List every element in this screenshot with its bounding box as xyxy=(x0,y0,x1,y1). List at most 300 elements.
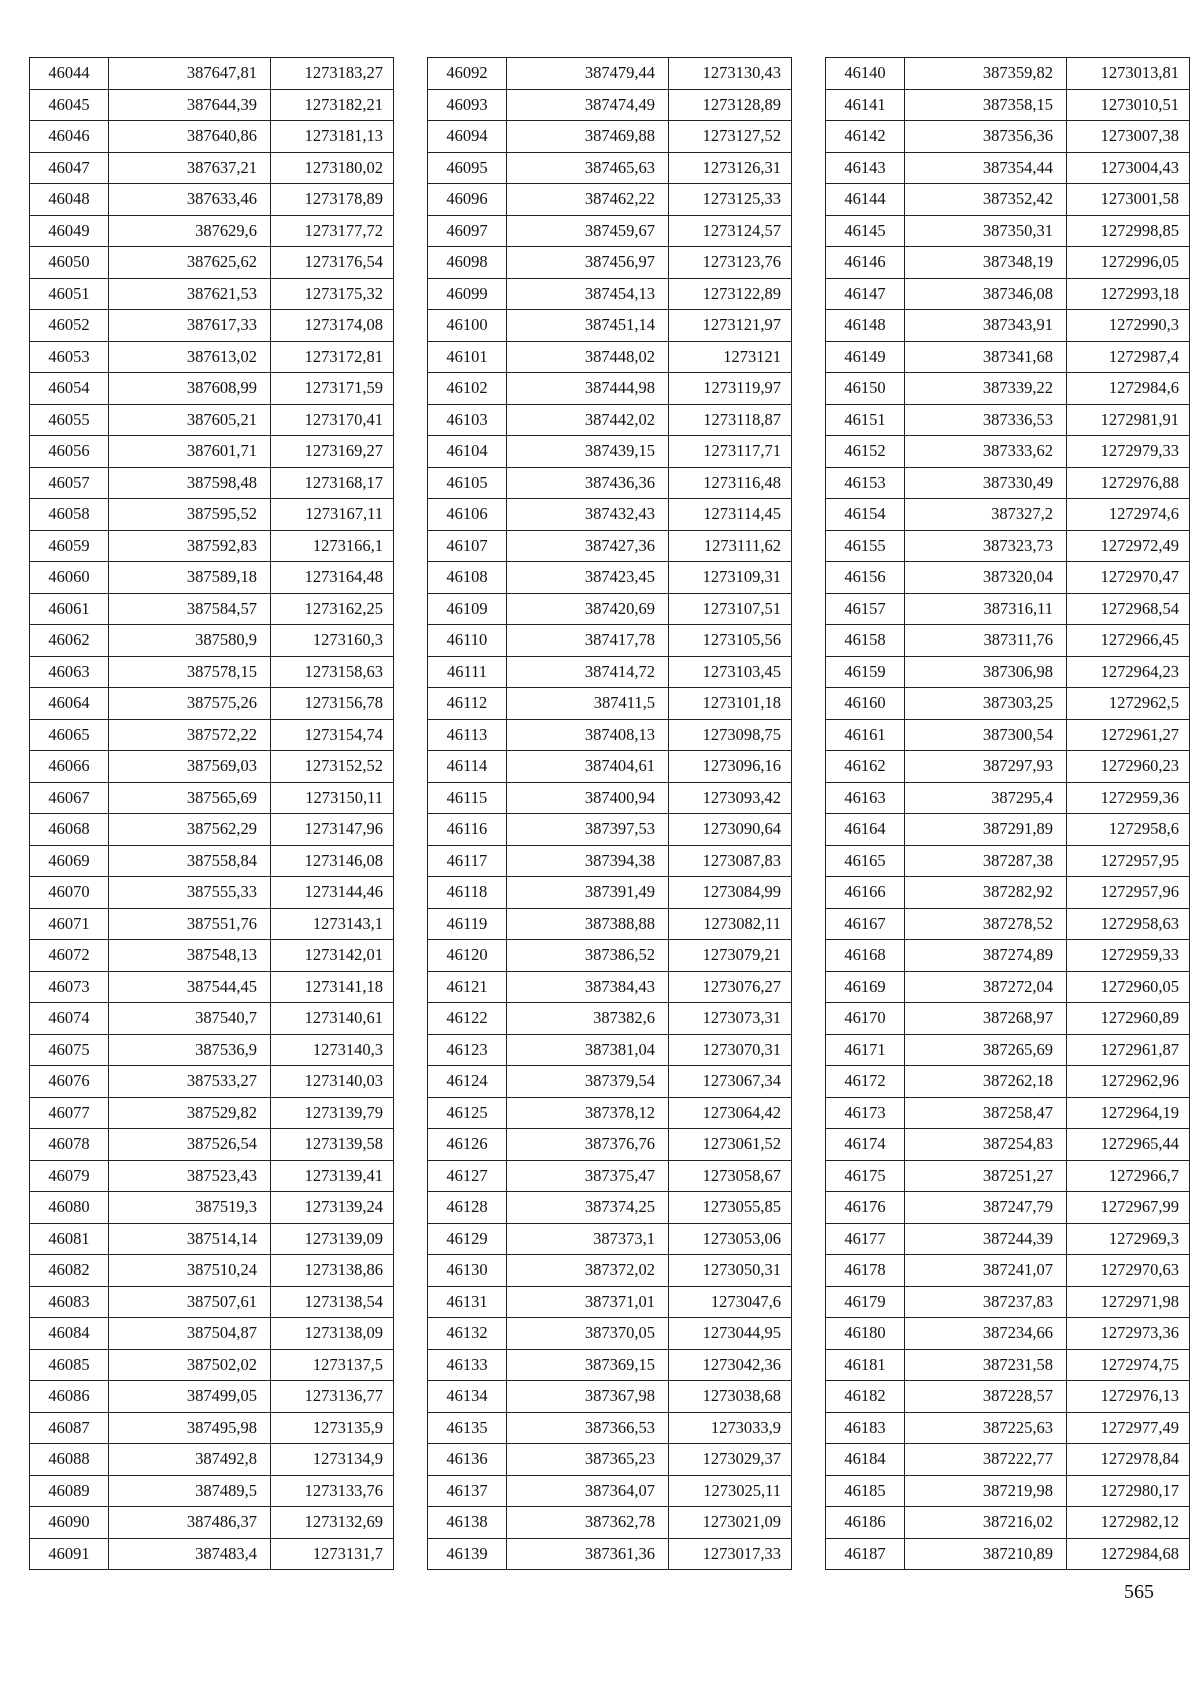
point-number: 46140 xyxy=(826,58,905,90)
y-coordinate: 1272990,3 xyxy=(1067,310,1190,342)
table-row xyxy=(428,1318,792,1350)
table-row xyxy=(826,1538,1190,1570)
table-row xyxy=(30,971,394,1003)
x-coordinate: 387228,57 xyxy=(905,1381,1067,1413)
x-coordinate: 387272,04 xyxy=(905,971,1067,1003)
table-row xyxy=(428,89,792,121)
x-coordinate: 387397,53 xyxy=(507,814,669,846)
y-coordinate: 1273093,42 xyxy=(669,782,792,814)
y-coordinate: 1273128,89 xyxy=(669,89,792,121)
point-number: 46053 xyxy=(30,341,109,373)
point-number: 46131 xyxy=(428,1286,507,1318)
x-coordinate: 387414,72 xyxy=(507,656,669,688)
x-coordinate: 387507,61 xyxy=(109,1286,271,1318)
x-coordinate: 387323,73 xyxy=(905,530,1067,562)
table-row xyxy=(826,89,1190,121)
point-number: 46107 xyxy=(428,530,507,562)
x-coordinate: 387382,6 xyxy=(507,1003,669,1035)
point-number: 46167 xyxy=(826,908,905,940)
point-number: 46099 xyxy=(428,278,507,310)
x-coordinate: 387483,4 xyxy=(109,1538,271,1570)
x-coordinate: 387420,69 xyxy=(507,593,669,625)
table-row xyxy=(428,1412,792,1444)
point-number: 46084 xyxy=(30,1318,109,1350)
y-coordinate: 1273096,16 xyxy=(669,751,792,783)
point-number: 46138 xyxy=(428,1507,507,1539)
y-coordinate: 1273133,76 xyxy=(271,1475,394,1507)
point-number: 46139 xyxy=(428,1538,507,1570)
point-number: 46129 xyxy=(428,1223,507,1255)
y-coordinate: 1273164,48 xyxy=(271,562,394,594)
y-coordinate: 1273182,21 xyxy=(271,89,394,121)
y-coordinate: 1273160,3 xyxy=(271,625,394,657)
table-row xyxy=(30,1507,394,1539)
y-coordinate: 1273141,18 xyxy=(271,971,394,1003)
y-coordinate: 1273140,3 xyxy=(271,1034,394,1066)
x-coordinate: 387572,22 xyxy=(109,719,271,751)
x-coordinate: 387408,13 xyxy=(507,719,669,751)
point-number: 46047 xyxy=(30,152,109,184)
table-row xyxy=(428,1475,792,1507)
table-row xyxy=(30,58,394,90)
point-number: 46105 xyxy=(428,467,507,499)
x-coordinate: 387222,77 xyxy=(905,1444,1067,1476)
x-coordinate: 387474,49 xyxy=(507,89,669,121)
point-number: 46085 xyxy=(30,1349,109,1381)
x-coordinate: 387362,78 xyxy=(507,1507,669,1539)
table-row xyxy=(826,58,1190,90)
y-coordinate: 1273124,57 xyxy=(669,215,792,247)
y-coordinate: 1272959,36 xyxy=(1067,782,1190,814)
x-coordinate: 387216,02 xyxy=(905,1507,1067,1539)
point-number: 46063 xyxy=(30,656,109,688)
y-coordinate: 1272962,5 xyxy=(1067,688,1190,720)
x-coordinate: 387370,05 xyxy=(507,1318,669,1350)
point-number: 46141 xyxy=(826,89,905,121)
point-number: 46113 xyxy=(428,719,507,751)
table-row xyxy=(826,341,1190,373)
x-coordinate: 387486,37 xyxy=(109,1507,271,1539)
x-coordinate: 387375,47 xyxy=(507,1160,669,1192)
point-number: 46066 xyxy=(30,751,109,783)
table-row xyxy=(826,530,1190,562)
point-number: 46076 xyxy=(30,1066,109,1098)
y-coordinate: 1273169,27 xyxy=(271,436,394,468)
coordinate-table-2 xyxy=(427,57,792,1570)
x-coordinate: 387625,62 xyxy=(109,247,271,279)
x-coordinate: 387379,54 xyxy=(507,1066,669,1098)
x-coordinate: 387423,45 xyxy=(507,562,669,594)
table-row xyxy=(30,121,394,153)
y-coordinate: 1272977,49 xyxy=(1067,1412,1190,1444)
table-row xyxy=(30,845,394,877)
y-coordinate: 1273125,33 xyxy=(669,184,792,216)
y-coordinate: 1273134,9 xyxy=(271,1444,394,1476)
point-number: 46184 xyxy=(826,1444,905,1476)
x-coordinate: 387637,21 xyxy=(109,152,271,184)
point-number: 46081 xyxy=(30,1223,109,1255)
x-coordinate: 387519,3 xyxy=(109,1192,271,1224)
point-number: 46133 xyxy=(428,1349,507,1381)
y-coordinate: 1273109,31 xyxy=(669,562,792,594)
y-coordinate: 1273010,51 xyxy=(1067,89,1190,121)
x-coordinate: 387605,21 xyxy=(109,404,271,436)
y-coordinate: 1272964,23 xyxy=(1067,656,1190,688)
y-coordinate: 1273025,11 xyxy=(669,1475,792,1507)
x-coordinate: 387356,36 xyxy=(905,121,1067,153)
table-row xyxy=(826,688,1190,720)
table-row xyxy=(826,1223,1190,1255)
x-coordinate: 387225,63 xyxy=(905,1412,1067,1444)
table-row xyxy=(30,530,394,562)
x-coordinate: 387504,87 xyxy=(109,1318,271,1350)
y-coordinate: 1273168,17 xyxy=(271,467,394,499)
table-row xyxy=(826,1349,1190,1381)
x-coordinate: 387523,43 xyxy=(109,1160,271,1192)
y-coordinate: 1273150,11 xyxy=(271,782,394,814)
y-coordinate: 1273152,52 xyxy=(271,751,394,783)
table-row xyxy=(826,814,1190,846)
x-coordinate: 387297,93 xyxy=(905,751,1067,783)
y-coordinate: 1273116,48 xyxy=(669,467,792,499)
point-number: 46137 xyxy=(428,1475,507,1507)
point-number: 46146 xyxy=(826,247,905,279)
x-coordinate: 387376,76 xyxy=(507,1129,669,1161)
x-coordinate: 387262,18 xyxy=(905,1066,1067,1098)
table-row xyxy=(826,1412,1190,1444)
table-row xyxy=(30,184,394,216)
y-coordinate: 1272960,05 xyxy=(1067,971,1190,1003)
y-coordinate: 1273017,33 xyxy=(669,1538,792,1570)
y-coordinate: 1272970,47 xyxy=(1067,562,1190,594)
point-number: 46114 xyxy=(428,751,507,783)
y-coordinate: 1272976,88 xyxy=(1067,467,1190,499)
point-number: 46048 xyxy=(30,184,109,216)
x-coordinate: 387394,38 xyxy=(507,845,669,877)
x-coordinate: 387350,31 xyxy=(905,215,1067,247)
x-coordinate: 387444,98 xyxy=(507,373,669,405)
x-coordinate: 387647,81 xyxy=(109,58,271,90)
x-coordinate: 387365,23 xyxy=(507,1444,669,1476)
table-row xyxy=(30,247,394,279)
y-coordinate: 1273140,61 xyxy=(271,1003,394,1035)
point-number: 46087 xyxy=(30,1412,109,1444)
point-number: 46108 xyxy=(428,562,507,594)
table-row xyxy=(30,373,394,405)
x-coordinate: 387381,04 xyxy=(507,1034,669,1066)
table-row xyxy=(30,1412,394,1444)
y-coordinate: 1273103,45 xyxy=(669,656,792,688)
point-number: 46064 xyxy=(30,688,109,720)
table-row xyxy=(826,908,1190,940)
table-row xyxy=(826,1444,1190,1476)
x-coordinate: 387343,91 xyxy=(905,310,1067,342)
point-number: 46128 xyxy=(428,1192,507,1224)
point-number: 46093 xyxy=(428,89,507,121)
table-row xyxy=(428,908,792,940)
table-row xyxy=(428,404,792,436)
x-coordinate: 387404,61 xyxy=(507,751,669,783)
table-row xyxy=(428,845,792,877)
point-number: 46049 xyxy=(30,215,109,247)
point-number: 46173 xyxy=(826,1097,905,1129)
y-coordinate: 1272971,98 xyxy=(1067,1286,1190,1318)
point-number: 46150 xyxy=(826,373,905,405)
point-number: 46058 xyxy=(30,499,109,531)
table-row xyxy=(826,184,1190,216)
y-coordinate: 1272958,63 xyxy=(1067,908,1190,940)
y-coordinate: 1273042,36 xyxy=(669,1349,792,1381)
y-coordinate: 1272966,45 xyxy=(1067,625,1190,657)
table-row xyxy=(826,121,1190,153)
point-number: 46148 xyxy=(826,310,905,342)
x-coordinate: 387358,15 xyxy=(905,89,1067,121)
y-coordinate: 1273180,02 xyxy=(271,152,394,184)
point-number: 46046 xyxy=(30,121,109,153)
x-coordinate: 387372,02 xyxy=(507,1255,669,1287)
y-coordinate: 1273117,71 xyxy=(669,436,792,468)
point-number: 46153 xyxy=(826,467,905,499)
table-row xyxy=(30,1129,394,1161)
y-coordinate: 1272960,89 xyxy=(1067,1003,1190,1035)
y-coordinate: 1273137,5 xyxy=(271,1349,394,1381)
table-row xyxy=(30,1003,394,1035)
point-number: 46134 xyxy=(428,1381,507,1413)
x-coordinate: 387551,76 xyxy=(109,908,271,940)
y-coordinate: 1273082,11 xyxy=(669,908,792,940)
y-coordinate: 1273138,09 xyxy=(271,1318,394,1350)
x-coordinate: 387231,58 xyxy=(905,1349,1067,1381)
x-coordinate: 387592,83 xyxy=(109,530,271,562)
x-coordinate: 387327,2 xyxy=(905,499,1067,531)
point-number: 46074 xyxy=(30,1003,109,1035)
point-number: 46111 xyxy=(428,656,507,688)
point-number: 46078 xyxy=(30,1129,109,1161)
x-coordinate: 387373,1 xyxy=(507,1223,669,1255)
x-coordinate: 387469,88 xyxy=(507,121,669,153)
point-number: 46057 xyxy=(30,467,109,499)
table-row xyxy=(30,1444,394,1476)
y-coordinate: 1272966,7 xyxy=(1067,1160,1190,1192)
x-coordinate: 387306,98 xyxy=(905,656,1067,688)
table-row xyxy=(428,1507,792,1539)
table-row xyxy=(826,656,1190,688)
x-coordinate: 387621,53 xyxy=(109,278,271,310)
point-number: 46110 xyxy=(428,625,507,657)
y-coordinate: 1272974,75 xyxy=(1067,1349,1190,1381)
x-coordinate: 387291,89 xyxy=(905,814,1067,846)
y-coordinate: 1272976,13 xyxy=(1067,1381,1190,1413)
y-coordinate: 1273119,97 xyxy=(669,373,792,405)
y-coordinate: 1273172,81 xyxy=(271,341,394,373)
x-coordinate: 387442,02 xyxy=(507,404,669,436)
x-coordinate: 387388,88 xyxy=(507,908,669,940)
x-coordinate: 387278,52 xyxy=(905,908,1067,940)
point-number: 46112 xyxy=(428,688,507,720)
x-coordinate: 387311,76 xyxy=(905,625,1067,657)
y-coordinate: 1273167,11 xyxy=(271,499,394,531)
table-row xyxy=(428,782,792,814)
table-row xyxy=(30,404,394,436)
x-coordinate: 387352,42 xyxy=(905,184,1067,216)
x-coordinate: 387251,27 xyxy=(905,1160,1067,1192)
y-coordinate: 1273146,08 xyxy=(271,845,394,877)
x-coordinate: 387601,71 xyxy=(109,436,271,468)
y-coordinate: 1272984,6 xyxy=(1067,373,1190,405)
y-coordinate: 1272998,85 xyxy=(1067,215,1190,247)
y-coordinate: 1273079,21 xyxy=(669,940,792,972)
y-coordinate: 1273004,43 xyxy=(1067,152,1190,184)
x-coordinate: 387234,66 xyxy=(905,1318,1067,1350)
point-number: 46117 xyxy=(428,845,507,877)
x-coordinate: 387300,54 xyxy=(905,719,1067,751)
y-coordinate: 1273047,6 xyxy=(669,1286,792,1318)
table-row xyxy=(30,1538,394,1570)
point-number: 46067 xyxy=(30,782,109,814)
x-coordinate: 387374,25 xyxy=(507,1192,669,1224)
table-row xyxy=(826,373,1190,405)
table-row xyxy=(30,436,394,468)
y-coordinate: 1273053,06 xyxy=(669,1223,792,1255)
x-coordinate: 387237,83 xyxy=(905,1286,1067,1318)
x-coordinate: 387562,29 xyxy=(109,814,271,846)
table-row xyxy=(826,1066,1190,1098)
y-coordinate: 1273121 xyxy=(669,341,792,373)
y-coordinate: 1273139,79 xyxy=(271,1097,394,1129)
point-number: 46092 xyxy=(428,58,507,90)
point-number: 46157 xyxy=(826,593,905,625)
y-coordinate: 1273076,27 xyxy=(669,971,792,1003)
y-coordinate: 1272957,96 xyxy=(1067,877,1190,909)
table-row xyxy=(30,562,394,594)
x-coordinate: 387548,13 xyxy=(109,940,271,972)
point-number: 46158 xyxy=(826,625,905,657)
point-number: 46171 xyxy=(826,1034,905,1066)
table-row xyxy=(30,1034,394,1066)
point-number: 46116 xyxy=(428,814,507,846)
table-row xyxy=(826,562,1190,594)
x-coordinate: 387432,43 xyxy=(507,499,669,531)
y-coordinate: 1272970,63 xyxy=(1067,1255,1190,1287)
y-coordinate: 1273126,31 xyxy=(669,152,792,184)
point-number: 46124 xyxy=(428,1066,507,1098)
y-coordinate: 1272962,96 xyxy=(1067,1066,1190,1098)
table-row xyxy=(30,625,394,657)
point-number: 46056 xyxy=(30,436,109,468)
y-coordinate: 1272961,27 xyxy=(1067,719,1190,751)
y-coordinate: 1273084,99 xyxy=(669,877,792,909)
y-coordinate: 1273139,24 xyxy=(271,1192,394,1224)
point-number: 46095 xyxy=(428,152,507,184)
y-coordinate: 1272967,99 xyxy=(1067,1192,1190,1224)
y-coordinate: 1273101,18 xyxy=(669,688,792,720)
point-number: 46080 xyxy=(30,1192,109,1224)
point-number: 46071 xyxy=(30,908,109,940)
y-coordinate: 1273021,09 xyxy=(669,1507,792,1539)
x-coordinate: 387436,36 xyxy=(507,467,669,499)
x-coordinate: 387598,48 xyxy=(109,467,271,499)
point-number: 46165 xyxy=(826,845,905,877)
table-row xyxy=(30,908,394,940)
table-row xyxy=(826,247,1190,279)
x-coordinate: 387578,15 xyxy=(109,656,271,688)
table-row xyxy=(428,530,792,562)
y-coordinate: 1272974,6 xyxy=(1067,499,1190,531)
x-coordinate: 387454,13 xyxy=(507,278,669,310)
y-coordinate: 1273176,54 xyxy=(271,247,394,279)
y-coordinate: 1273130,43 xyxy=(669,58,792,90)
point-number: 46055 xyxy=(30,404,109,436)
y-coordinate: 1273162,25 xyxy=(271,593,394,625)
table-row xyxy=(826,593,1190,625)
x-coordinate: 387330,49 xyxy=(905,467,1067,499)
table-row xyxy=(428,877,792,909)
y-coordinate: 1273183,27 xyxy=(271,58,394,90)
point-number: 46052 xyxy=(30,310,109,342)
point-number: 46054 xyxy=(30,373,109,405)
point-number: 46096 xyxy=(428,184,507,216)
y-coordinate: 1272958,6 xyxy=(1067,814,1190,846)
table-row xyxy=(30,940,394,972)
table-row xyxy=(428,1003,792,1035)
y-coordinate: 1273064,42 xyxy=(669,1097,792,1129)
y-coordinate: 1273139,58 xyxy=(271,1129,394,1161)
point-number: 46144 xyxy=(826,184,905,216)
point-number: 46126 xyxy=(428,1129,507,1161)
table-row xyxy=(30,719,394,751)
table-row xyxy=(428,1286,792,1318)
y-coordinate: 1273156,78 xyxy=(271,688,394,720)
point-number: 46090 xyxy=(30,1507,109,1539)
table-row xyxy=(30,89,394,121)
y-coordinate: 1273055,85 xyxy=(669,1192,792,1224)
x-coordinate: 387569,03 xyxy=(109,751,271,783)
point-number: 46109 xyxy=(428,593,507,625)
x-coordinate: 387608,99 xyxy=(109,373,271,405)
y-coordinate: 1273158,63 xyxy=(271,656,394,688)
table-row xyxy=(826,152,1190,184)
table-row xyxy=(826,877,1190,909)
coordinate-table-1 xyxy=(29,57,394,1570)
point-number: 46075 xyxy=(30,1034,109,1066)
point-number: 46100 xyxy=(428,310,507,342)
point-number: 46104 xyxy=(428,436,507,468)
point-number: 46060 xyxy=(30,562,109,594)
table-row xyxy=(30,499,394,531)
point-number: 46106 xyxy=(428,499,507,531)
x-coordinate: 387258,47 xyxy=(905,1097,1067,1129)
x-coordinate: 387465,63 xyxy=(507,152,669,184)
table-row xyxy=(826,215,1190,247)
point-number: 46132 xyxy=(428,1318,507,1350)
x-coordinate: 387644,39 xyxy=(109,89,271,121)
x-coordinate: 387584,57 xyxy=(109,593,271,625)
point-number: 46121 xyxy=(428,971,507,1003)
y-coordinate: 1272959,33 xyxy=(1067,940,1190,972)
x-coordinate: 387282,92 xyxy=(905,877,1067,909)
point-number: 46065 xyxy=(30,719,109,751)
point-number: 46163 xyxy=(826,782,905,814)
point-number: 46160 xyxy=(826,688,905,720)
y-coordinate: 1272987,4 xyxy=(1067,341,1190,373)
point-number: 46182 xyxy=(826,1381,905,1413)
x-coordinate: 387386,52 xyxy=(507,940,669,972)
y-coordinate: 1272960,23 xyxy=(1067,751,1190,783)
point-number: 46069 xyxy=(30,845,109,877)
y-coordinate: 1273166,1 xyxy=(271,530,394,562)
x-coordinate: 387247,79 xyxy=(905,1192,1067,1224)
point-number: 46183 xyxy=(826,1412,905,1444)
